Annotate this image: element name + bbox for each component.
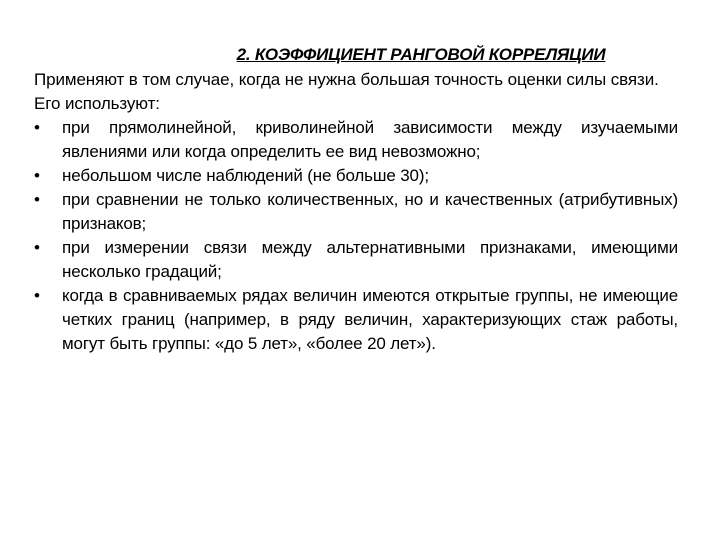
list-item-text: когда в сравниваемых рядах величин имеются открытые группы, не имеющие четких границ (например, в ряду величин, характеризующих стаж работы, могут быть группы: «до 5 лет», «более 20 лет»).	[62, 286, 678, 353]
bullet-icon: •	[34, 238, 40, 257]
used-label: Его используют:	[34, 94, 160, 113]
list-item	[34, 164, 678, 188]
bullet-icon: •	[34, 118, 40, 137]
bullet-list	[34, 116, 678, 356]
bullet-icon: •	[34, 286, 40, 305]
list-item-text: при измерении связи между альтернативными признаками, имеющими несколько градаций;	[62, 238, 678, 281]
list-item	[34, 116, 678, 164]
list-item-text: при прямолинейной, криволинейной зависимости между изучаемыми явлениями или когда определить ее вид невозможно;	[62, 118, 678, 161]
list-item	[34, 284, 678, 356]
slide-title: 2. КОЭФФИЦИЕНТ РАНГОВОЙ КОРРЕЛЯЦИИ	[236, 45, 606, 64]
intro-text: Применяют в том случае, когда не нужна большая точность оценки силы связи.	[34, 70, 659, 89]
list-item-text: небольшом числе наблюдений (не больше 30);	[62, 166, 429, 185]
list-item	[34, 188, 678, 236]
bullet-icon: •	[34, 166, 40, 185]
list-item	[34, 236, 678, 284]
list-item-text: при сравнении не только количественных, но и качественных (атрибутивных) признаков;	[62, 190, 678, 233]
slide-content	[34, 44, 678, 356]
bullet-icon: •	[34, 190, 40, 209]
